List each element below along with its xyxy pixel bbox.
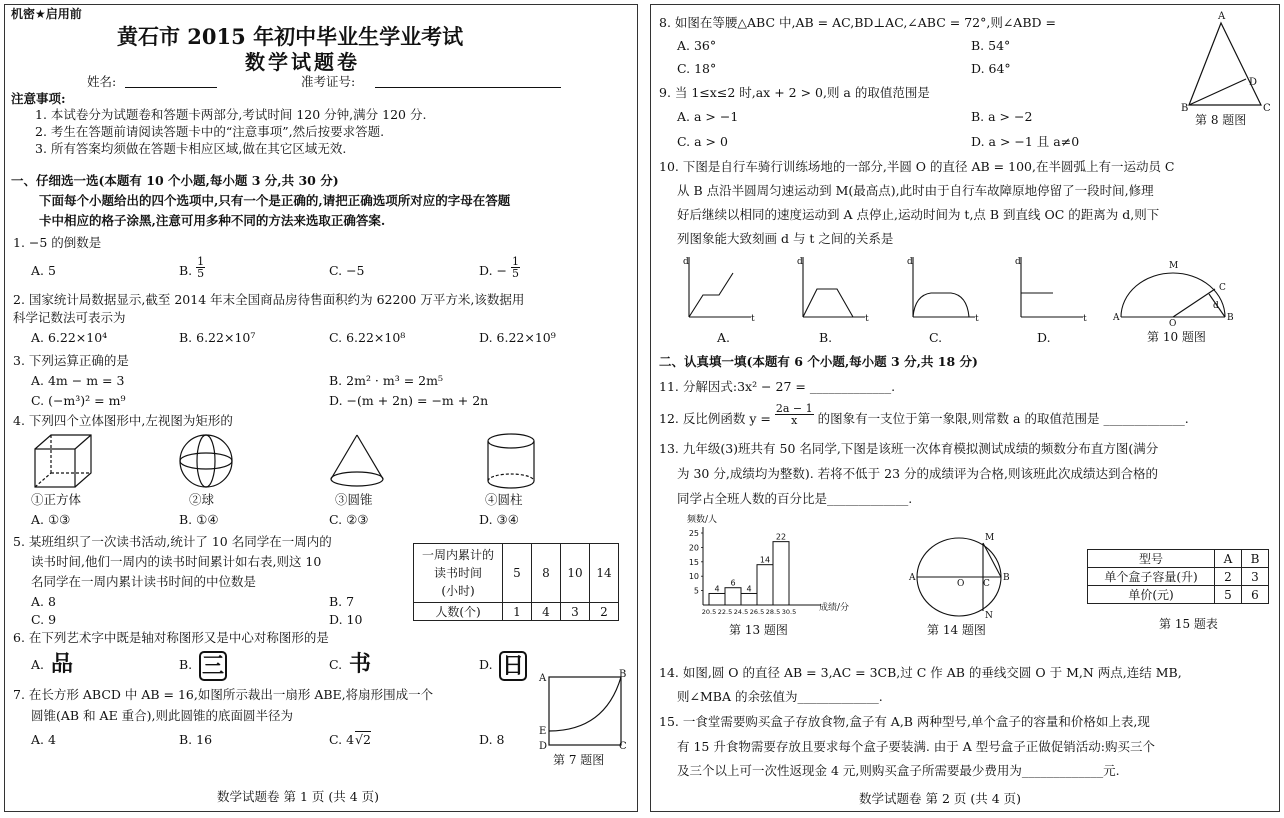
notes-heading: 注意事项: bbox=[11, 91, 66, 106]
note-line: 3. 所有答案均须做在答题卡相应区域,做在其它区域无效. bbox=[35, 141, 347, 156]
histogram-y-tick-label: 25 bbox=[688, 529, 699, 538]
q10-axis-label-b: t bbox=[865, 314, 869, 324]
fig7-point-b: B bbox=[619, 669, 627, 680]
q10-stem: 从 B 点沿半圆周匀速运动到 M(最高点),此时由于自行车故障原地停留了一段时间,修理 bbox=[677, 183, 1154, 198]
fig14-point-m: M bbox=[985, 533, 995, 543]
histogram-y-tick-label: 5 bbox=[693, 586, 699, 596]
q5-stem: 读书时间,他们一周内的读书时间累计如右表,则这 10 bbox=[31, 554, 322, 569]
q10-graph-c bbox=[905, 255, 977, 325]
q5-stem: 5. 某班组织了一次读书活动,统计了 10 名同学在一周内的 bbox=[13, 534, 332, 549]
q9-option-a: A. a > −1 bbox=[677, 109, 739, 124]
fig7-point-c: C bbox=[619, 741, 627, 752]
q7-option-b: B. 16 bbox=[179, 732, 213, 747]
histogram-bar-label: 4 bbox=[746, 584, 752, 594]
table-cell: 5 bbox=[503, 544, 532, 603]
table-cell: 5 bbox=[1215, 586, 1242, 604]
art-glyph-d: 日 bbox=[499, 651, 527, 681]
fig8-triangle bbox=[1181, 19, 1271, 111]
table-cell: 14 bbox=[590, 544, 619, 603]
table-header: 一周内累计的 bbox=[421, 548, 494, 562]
name-label: 姓名: bbox=[87, 74, 117, 89]
q2-option-d: D. 6.22×10⁹ bbox=[479, 330, 556, 345]
q13-stem: 同学占全班人数的百分比是_____________. bbox=[677, 491, 913, 506]
fig14-point-n: N bbox=[985, 611, 993, 621]
histogram-caption: 第 13 题图 bbox=[729, 623, 788, 637]
q3-option-a: A. 4m − m = 3 bbox=[31, 373, 125, 388]
q2-stem: 2. 国家统计局数据显示,截至 2014 年末全国商品房待售面积约为 62200 万平方米,该数据用 bbox=[13, 292, 525, 307]
fig7-caption: 第 7 题图 bbox=[553, 753, 605, 767]
q5-option-b: B. 7 bbox=[329, 594, 355, 609]
q2-option-b: B. 6.22×10⁷ bbox=[179, 330, 256, 345]
id-underline bbox=[375, 87, 561, 88]
q2-option-c: C. 6.22×10⁸ bbox=[329, 330, 406, 345]
histogram-bar bbox=[773, 542, 789, 605]
table-cell: 1 bbox=[503, 603, 532, 621]
q10-axis-label-d: t bbox=[1083, 314, 1087, 324]
table-cell: 10 bbox=[561, 544, 590, 603]
q10-graph-d bbox=[1013, 255, 1085, 325]
histogram-x-tick-label: 26.5 bbox=[749, 608, 765, 616]
q4-stem: 4. 下列四个立体图形中,左视图为矩形的 bbox=[13, 413, 233, 428]
fig8-point-a: A bbox=[1218, 11, 1226, 22]
q4-label-cone: ③圆锥 bbox=[335, 492, 373, 507]
q1-option-a: A. 5 bbox=[31, 263, 56, 278]
table15-caption: 第 15 题表 bbox=[1159, 617, 1218, 631]
q4-option-a: A. ①③ bbox=[31, 512, 71, 527]
histogram-y-tick-label: 20 bbox=[688, 543, 699, 553]
q8-stem: 8. 如图在等腰△ABC 中,AB = AC,BD⊥AC,∠ABC = 72°,则∠ABD = bbox=[659, 15, 1056, 30]
table-row-label: 人数(个) bbox=[414, 603, 503, 621]
q9-option-d: D. a > −1 且 a≠0 bbox=[971, 134, 1080, 149]
fig10-point-o: O bbox=[1169, 319, 1177, 329]
table-cell: 2 bbox=[1215, 568, 1242, 586]
fig14-caption: 第 14 题图 bbox=[927, 623, 986, 637]
table-cell: 3 bbox=[1242, 568, 1269, 586]
fig14-point-c: C bbox=[983, 579, 990, 589]
cylinder-figure bbox=[485, 431, 539, 491]
q13-stem: 为 30 分,成绩均为整数). 若将不低于 23 分的成绩评为合格,则该班此次成绩达到合格的 bbox=[677, 466, 1158, 481]
section1-instruction: 卡中相应的格子涂黑,注意可用多种不同的方法来选取正确答案. bbox=[39, 213, 386, 228]
fig10-point-b: B bbox=[1227, 313, 1234, 323]
histogram-x-label: 成绩/分 bbox=[819, 603, 850, 613]
fig10-caption: 第 10 题图 bbox=[1147, 330, 1206, 344]
name-underline bbox=[125, 87, 217, 88]
art-glyph-b: 三 bbox=[199, 651, 227, 681]
q1-stem: 1. −5 的倒数是 bbox=[13, 235, 102, 250]
page1-footer: 数学试题卷 第 1 页 (共 4 页) bbox=[217, 789, 379, 804]
histogram-x-tick-label: 20.5 bbox=[701, 608, 717, 616]
q2-stem: 科学记数法可表示为 bbox=[13, 310, 126, 325]
q3-option-d: D. −(m + 2n) = −m + 2n bbox=[329, 393, 489, 408]
q4-option-b: B. ①④ bbox=[179, 512, 219, 527]
exam-page-1 bbox=[4, 4, 638, 812]
exam-title: 黄石市 2015 年初中毕业生学业考试 bbox=[117, 24, 464, 49]
q3-stem: 3. 下列运算正确的是 bbox=[13, 353, 129, 368]
q6-option-b: B. bbox=[179, 657, 193, 672]
fig7-point-d: D bbox=[539, 741, 548, 752]
q7-stem: 圆锥(AB 和 AE 重合),则此圆锥的底面圆半径为 bbox=[31, 708, 294, 723]
fig8-point-c: C bbox=[1263, 103, 1271, 114]
sphere-figure bbox=[171, 433, 241, 489]
q10-axis-label-a: t bbox=[751, 314, 755, 324]
cube-figure bbox=[31, 433, 101, 489]
q14-stem: 则∠MBA 的余弦值为_____________. bbox=[677, 689, 883, 704]
fig8-point-b: B bbox=[1181, 103, 1189, 114]
section2-heading: 二、认真填一填(本题有 6 个小题,每小题 3 分,共 18 分) bbox=[659, 354, 978, 369]
q4-label-cylinder: ④圆柱 bbox=[485, 492, 523, 507]
histogram-bar bbox=[709, 593, 725, 605]
q10-stem: 10. 下图是自行车骑行训练场地的一部分,半圆 O 的直径 AB = 100,在半圆弧上有一运动员 C bbox=[659, 159, 1175, 174]
histogram-y-label: 频数/人 bbox=[687, 515, 718, 525]
histogram-bar-label: 22 bbox=[775, 532, 787, 542]
q5-option-d: D. 10 bbox=[329, 612, 363, 627]
cone-figure bbox=[327, 433, 387, 489]
histogram-bar bbox=[757, 565, 773, 605]
q6-option-a: A. bbox=[31, 657, 45, 672]
table-header: (小时) bbox=[441, 584, 475, 598]
table-row-label: 单个盒子容量(升) bbox=[1088, 568, 1215, 586]
confidential-label: 机密★启用前 bbox=[11, 7, 82, 21]
q5-option-a: A. 8 bbox=[31, 594, 56, 609]
id-label: 准考证号: bbox=[301, 74, 356, 89]
q8-option-a: A. 36° bbox=[677, 38, 717, 53]
exam-subtitle: 数学试题卷 bbox=[245, 50, 360, 74]
q10-axis-label-a: d bbox=[683, 257, 689, 267]
histogram-bar-label: 4 bbox=[714, 584, 720, 594]
fig7-sector bbox=[535, 669, 631, 751]
histogram-bar bbox=[741, 593, 757, 605]
q9-option-c: C. a > 0 bbox=[677, 134, 728, 149]
q11-stem: 11. 分解因式:3x² − 27 = _____________. bbox=[659, 379, 896, 394]
table-cell: 3 bbox=[561, 603, 590, 621]
table-cell: 4 bbox=[532, 603, 561, 621]
table-header: B bbox=[1242, 550, 1269, 568]
note-line: 2. 考生在答题前请阅读答题卡中的“注意事项”,然后按要求答题. bbox=[35, 124, 385, 139]
q10-axis-label-c: d bbox=[907, 257, 913, 267]
q5-stem: 名同学在一周内累计读书时间的中位数是 bbox=[31, 574, 257, 589]
q10-graph-a bbox=[681, 255, 753, 325]
q10-axis-label-b: d bbox=[797, 257, 803, 267]
art-glyph-a: 品 bbox=[51, 651, 74, 677]
q15-stem: 及三个以上可一次性返现金 4 元,则购买盒子所需要最少费用为_____________元. bbox=[677, 763, 1120, 778]
table-cell: 6 bbox=[1242, 586, 1269, 604]
q5-option-c: C. 9 bbox=[31, 612, 57, 627]
art-glyph-c: 书 bbox=[349, 651, 372, 677]
q9-option-b: B. a > −2 bbox=[971, 109, 1033, 124]
q8-option-c: C. 18° bbox=[677, 61, 717, 76]
q10-graph-b bbox=[795, 255, 867, 325]
q10-option-b: B. bbox=[819, 330, 833, 345]
q6-option-c: C. bbox=[329, 657, 343, 672]
section1-heading: 一、仔细选一选(本题有 10 个小题,每小题 3 分,共 30 分) bbox=[11, 173, 339, 188]
q1-option-d: D. − $\frac{1}{5}$ bbox=[479, 255, 519, 280]
fig14-point-o: O bbox=[957, 579, 965, 589]
q14-stem: 14. 如图,圆 O 的直径 AB = 3,AC = 3CB,过 C 作 AB 的垂线交圆 O 于 M,N 两点,连结 MB, bbox=[659, 665, 1182, 680]
q4-option-d: D. ③④ bbox=[479, 512, 519, 527]
q7-stem: 7. 在长方形 ABCD 中 AB = 16,如图所示裁出一扇形 ABE,将扇形围成一个 bbox=[13, 687, 434, 702]
fig10-point-c: C bbox=[1219, 283, 1226, 293]
q6-option-d: D. bbox=[479, 657, 493, 672]
q7-option-a: A. 4 bbox=[31, 732, 56, 747]
q3-option-b: B. 2m² · m³ = 2m⁵ bbox=[329, 373, 443, 388]
table-row-label: 单价(元) bbox=[1088, 586, 1215, 604]
fig7-point-e: E bbox=[539, 726, 547, 737]
q3-option-c: C. (−m³)² = m⁹ bbox=[31, 393, 126, 408]
fig14-point-a: A bbox=[909, 573, 916, 583]
histogram-x-tick-label: 30.5 bbox=[781, 608, 797, 616]
q10-axis-label-d: d bbox=[1015, 257, 1021, 267]
q4-option-c: C. ②③ bbox=[329, 512, 369, 527]
section1-instruction: 下面每个小题给出的四个选项中,只有一个是正确的,请把正确选项所对应的字母在答题 bbox=[39, 193, 511, 208]
q8-option-b: B. 54° bbox=[971, 38, 1011, 53]
q7-option-c: C. 4√2 bbox=[329, 732, 371, 747]
q10-stem: 列图象能大致刻画 d 与 t 之间的关系是 bbox=[677, 231, 894, 246]
fig8-caption: 第 8 题图 bbox=[1195, 113, 1247, 127]
table-cell: 8 bbox=[532, 544, 561, 603]
fig10-point-a: A bbox=[1113, 313, 1120, 323]
table-header: 型号 bbox=[1088, 550, 1215, 568]
q15-stem: 有 15 升食物需要存放且要求每个盒子要装满. 由于 A 型号盒子正做促销活动:购买三个 bbox=[677, 739, 1155, 754]
fig10-label-d: d bbox=[1213, 301, 1219, 311]
q9-stem: 9. 当 1≤x≤2 时,ax + 2 > 0,则 a 的取值范围是 bbox=[659, 85, 930, 100]
q10-stem: 好后继续以相同的速度运动到 A 点停止,运动时间为 t,点 B 到直线 OC 的距离为 d,则下 bbox=[677, 207, 1160, 222]
q4-label-cube: ①正方体 bbox=[31, 492, 82, 507]
histogram-x-tick-label: 22.5 bbox=[717, 608, 733, 616]
q8-option-d: D. 64° bbox=[971, 61, 1011, 76]
q10-option-c: C. bbox=[929, 330, 943, 345]
q1-option-b: B. $\frac{1}{5}$ bbox=[179, 255, 205, 280]
fig10-semicircle bbox=[1117, 267, 1237, 325]
histogram-bar bbox=[725, 588, 741, 605]
histogram-bar-label: 6 bbox=[730, 578, 736, 588]
q12-stem: 12. 反比例函数 y = $\frac{2a - 1}{x}$ 的图象有一支位于第一象限,则常数 a 的取值范围是 _____________. bbox=[659, 402, 1189, 427]
histogram-y-tick-label: 10 bbox=[688, 572, 699, 582]
q10-option-a: A. bbox=[717, 330, 731, 345]
fig7-point-a: A bbox=[539, 673, 547, 684]
q6-stem: 6. 在下列艺术字中既是轴对称图形又是中心对称图形的是 bbox=[13, 630, 329, 645]
note-line: 1. 本试卷分为试题卷和答题卡两部分,考试时间 120 分钟,满分 120 分. bbox=[35, 107, 427, 122]
page2-footer: 数学试题卷 第 2 页 (共 4 页) bbox=[859, 791, 1021, 806]
q7-option-d: D. 8 bbox=[479, 732, 505, 747]
histogram-x-tick-label: 24.5 bbox=[733, 608, 749, 616]
q2-option-a: A. 6.22×10⁴ bbox=[31, 330, 108, 345]
histogram-y-tick-label: 15 bbox=[688, 557, 699, 567]
box-price-table bbox=[1087, 549, 1269, 604]
reading-time-table bbox=[413, 543, 619, 621]
table-cell: 2 bbox=[590, 603, 619, 621]
q4-label-sphere: ②球 bbox=[189, 492, 215, 507]
q10-option-d: D. bbox=[1037, 330, 1051, 345]
q10-axis-label-c: t bbox=[975, 314, 979, 324]
histogram-x-tick-label: 28.5 bbox=[765, 608, 781, 616]
histogram-chart bbox=[681, 525, 831, 617]
q15-stem: 15. 一食堂需要购买盒子存放食物,盒子有 A,B 两种型号,单个盒子的容量和价格如上表,现 bbox=[659, 714, 1150, 729]
histogram-bar-label: 14 bbox=[759, 555, 771, 565]
q1-option-c: C. −5 bbox=[329, 263, 365, 278]
table-header: 读书时间 bbox=[433, 566, 482, 580]
table-header: A bbox=[1215, 550, 1242, 568]
fig10-point-m: M bbox=[1169, 261, 1179, 271]
fig8-point-d: D bbox=[1249, 77, 1258, 88]
fig14-point-b: B bbox=[1003, 573, 1010, 583]
q13-stem: 13. 九年级(3)班共有 50 名同学,下图是该班一次体育模拟测试成绩的频数分布直方图(满分 bbox=[659, 441, 1159, 456]
exam-page-2 bbox=[650, 4, 1280, 812]
